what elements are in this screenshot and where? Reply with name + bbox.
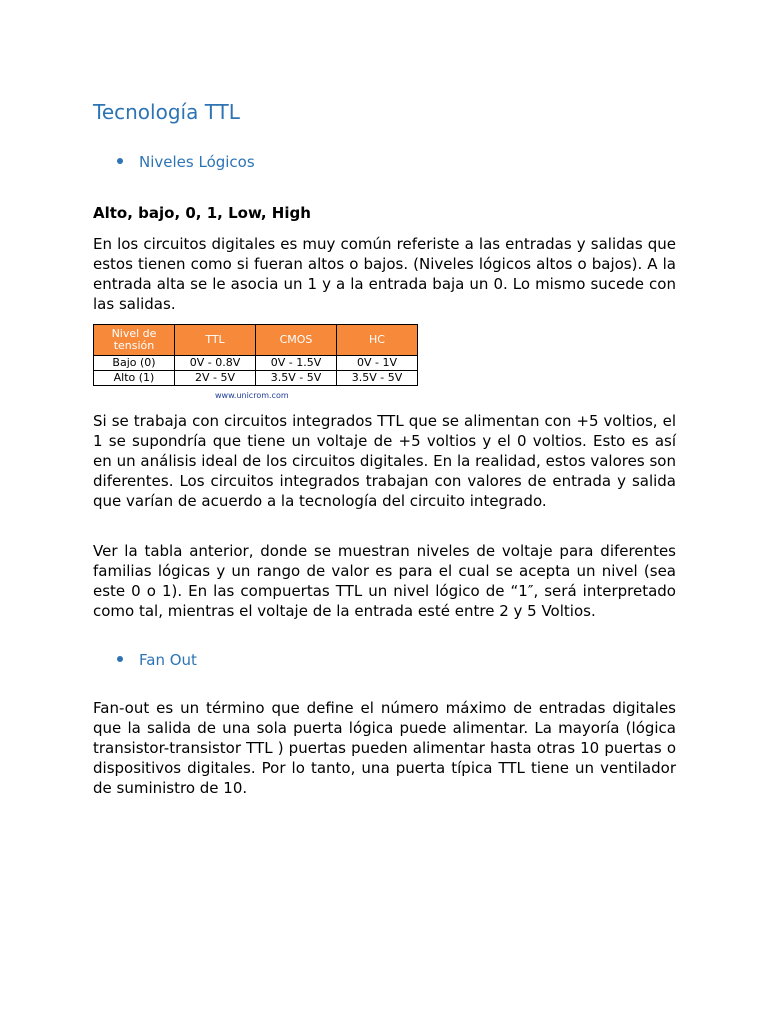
table-cell: 0V - 0.8V	[175, 356, 256, 371]
table-cell: 3.5V - 5V	[256, 371, 337, 386]
table-header-row	[94, 325, 418, 356]
voltage-levels-table	[93, 324, 418, 386]
table-credit-link[interactable]: www.unicrom.com	[215, 391, 289, 400]
section-heading-niveles	[117, 153, 255, 171]
page-title: Tecnología TTL	[93, 100, 240, 124]
table-header-cell: HC	[337, 325, 418, 356]
table-header-cell: Nivel de tensión	[94, 325, 175, 356]
paragraph-ttl-voltage: Si se trabaja con circuitos integrados TTL que se alimentan con +5 voltios, el 1 se supondría que tiene un voltaje de +5 voltios y el 0 voltios. Esto es así en un análisis ideal de los circuitos digitales. En la realidad, estos valores son diferentes. Los circuitos integrados trabajan con valores de entrada y salida que varían de acuerdo a la tecnología del circuito integrado.	[93, 412, 676, 510]
subheading: Alto, bajo, 0, 1, Low, High	[93, 204, 311, 222]
paragraph-fanout: Fan-out es un término que define el número máximo de entradas digitales que la salida de una sola puerta lógica puede alimentar. La mayoría (lógica transistor-transistor TTL ) puertas pueden alimentar hasta otras 10 puertas o dispositivos digitales. Por lo tanto, una puerta típica TTL tiene un ventilador de suministro de 10.	[93, 699, 676, 797]
table-cell: Bajo (0)	[94, 356, 175, 371]
section-heading-label: Niveles Lógicos	[139, 153, 255, 171]
bullet-icon	[117, 656, 123, 662]
section-heading-label: Fan Out	[139, 651, 197, 669]
bullet-icon	[117, 158, 123, 164]
table-cell: 2V - 5V	[175, 371, 256, 386]
paragraph-table-explanation: Ver la tabla anterior, donde se muestran niveles de voltaje para diferentes familias lógicas y un rango de valor es para el cual se acepta un nivel (sea este 0 o 1). En las compuertas TTL un nivel lógico de “1″, será interpretado como tal, mientras el voltaje de la entrada esté entre 2 y 5 Voltios.	[93, 542, 676, 620]
table-row	[94, 371, 418, 386]
table-cell: Alto (1)	[94, 371, 175, 386]
table-cell: 0V - 1V	[337, 356, 418, 371]
table-header-cell: TTL	[175, 325, 256, 356]
table-cell: 0V - 1.5V	[256, 356, 337, 371]
paragraph-intro: En los circuitos digitales es muy común referiste a las entradas y salidas que estos tienen como si fueran altos o bajos. (Niveles lógicos altos o bajos). A la entrada alta se le asocia un 1 y a la entrada baja un 0. Lo mismo sucede con las salidas.	[93, 235, 676, 313]
table-cell: 3.5V - 5V	[337, 371, 418, 386]
section-heading-fanout	[117, 651, 197, 669]
table-row	[94, 356, 418, 371]
table-header-cell: CMOS	[256, 325, 337, 356]
